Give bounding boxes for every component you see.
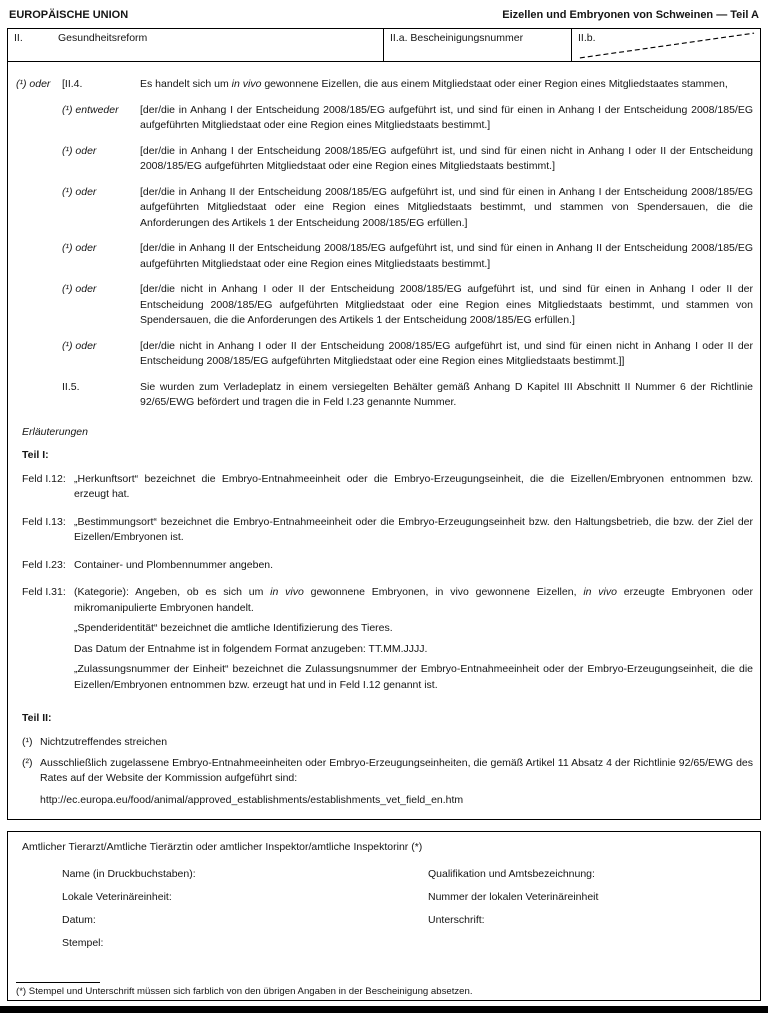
field-paragraph: (Kategorie): Angeben, ob es sich um in vivo gewonnene Embryonen, in vivo gewonnene Eizellen, in vivo erzeugte Embryonen oder mikromanipulierte Embryonen handelt. xyxy=(74,586,754,614)
local-ref-label: II.b. xyxy=(578,32,596,44)
item-marker xyxy=(16,103,62,134)
item-text: Sie wurden zum Verladeplatz in einem versiegelten Behälter gemäß Anhang D Kapitel III Abschnitt II Nummer 6 der Richtlinie 92/65/EWG befördert und tragen die in Feld I.23 genannte Nummer. xyxy=(140,380,753,408)
certification-item xyxy=(16,77,753,93)
certification-item xyxy=(16,144,753,175)
certification-box xyxy=(7,62,761,820)
page-header xyxy=(7,5,761,28)
item-text: Es handelt sich um in vivo gewonnene Eizellen, die aus einem Mitgliedstaat oder einer Region eines Mitgliedstaates stammen, xyxy=(140,78,728,90)
signature-rows xyxy=(16,868,753,949)
certification-item xyxy=(16,185,753,232)
field-paragraph: „Herkunftsort“ bezeichnet die Embryo-Entnahmeeinheit oder die Embryo-Erzeugungseinheit, die die Eizellen/Embryonen entnommen bzw. erzeugt hat. xyxy=(74,472,753,500)
item-text: [der/die in Anhang I der Entscheidung 2008/185/EG aufgeführt ist, und sind für einen in Anhang I der Entscheidung 2008/185/EG aufgeführten Mitgliedstaat oder eine Region eines Mitgliedstaats bestimmt.] xyxy=(140,103,753,131)
field-row xyxy=(22,585,753,698)
header-right-title: Eizellen und Embryonen von Schweinen — Teil A xyxy=(502,9,759,21)
field-label: Feld I.31: xyxy=(22,586,66,598)
item-text: [der/die in Anhang II der Entscheidung 2008/185/EG aufgeführt ist, und sind für einen in Anhang I der Entscheidung 2008/185/EG aufgeführten Mitgliedstaat oder eine Region eines Mitgliedstaats bestimmt, und stammen von Spendersauen, die die Anforderungen des Artikels 1 der Entscheidung 2008/185/EG erfüllen.] xyxy=(140,185,753,229)
cell-local-ref xyxy=(571,29,760,61)
footnote-text: (*) Stempel und Unterschrift müssen sich farblich von den übrigen Angaben in der Bescheinigung absetzen. xyxy=(16,986,473,997)
notes-heading: Erläuterungen xyxy=(22,425,88,438)
footnote-separator xyxy=(16,982,100,983)
field-text xyxy=(74,515,753,551)
info-table xyxy=(7,28,761,62)
certification-item xyxy=(16,103,753,134)
field-text xyxy=(74,585,753,698)
signature-label-left: Lokale Veterinäreinheit: xyxy=(62,891,172,903)
signature-row xyxy=(16,868,753,880)
field-text xyxy=(74,472,753,508)
item-marker xyxy=(16,241,62,272)
signature-label-left: Stempel: xyxy=(62,937,104,949)
field-row xyxy=(22,472,753,508)
footnote-row xyxy=(22,756,753,811)
url-text: http://ec.europa.eu/food/animal/approved_establishments/establishments_vet_field_en.htm xyxy=(40,793,464,806)
part2-footnotes xyxy=(16,735,753,810)
signature-label-left: Datum: xyxy=(62,914,96,926)
field-row xyxy=(22,558,753,579)
header-left-title: EUROPÄISCHE UNION xyxy=(9,9,129,21)
cell-cert-number xyxy=(383,29,571,61)
signature-box xyxy=(7,831,761,1001)
signature-label-right xyxy=(428,937,753,949)
section-number: II. xyxy=(14,32,23,44)
item-text: [der/die nicht in Anhang I oder II der Entscheidung 2008/185/EG aufgeführt ist, und sind für einen nicht in Anhang I oder II der Entscheidung 2008/185/EG aufgeführten Mitgliedstaat oder eine Region eines Mitgliedstaats bestimmt.]] xyxy=(140,339,753,367)
signature-row xyxy=(16,937,753,949)
part2-heading: Teil II: xyxy=(22,712,52,724)
item-marker xyxy=(16,282,62,329)
field-paragraph: „Spenderidentität“ bezeichnet die amtliche Identifizierung des Tieres. xyxy=(74,622,393,634)
footnote-line: Nichtzutreffendes streichen xyxy=(40,736,168,748)
item-number: (¹) entweder xyxy=(62,103,119,116)
field-paragraph: „Bestimmungsort“ bezeichnet die Embryo-Entnahmeeinheit oder die Embryo-Erzeugungseinheit bzw. den Haltungsbetrieb, die bzw. der Ziel der Eizellen/Embryonen ist. xyxy=(74,515,753,543)
footnote-line: Ausschließlich zugelassene Embryo-Entnahmeeinheiten oder Embryo-Erzeugungseinheiten, die gemäß Artikel 11 Absatz 4 der Richtlinie 92/65/EWG des Rates auf der Website der Kommission aufgeführt sind: xyxy=(40,756,753,784)
certification-item xyxy=(16,282,753,329)
item-number: (¹) oder xyxy=(62,283,97,295)
item-marker xyxy=(16,339,62,370)
certification-item xyxy=(16,380,753,411)
field-notes xyxy=(16,472,753,699)
footnote-text xyxy=(40,756,753,811)
item-marker xyxy=(16,144,62,175)
item-number: (¹) oder xyxy=(62,339,97,352)
footnote-marker: (²) xyxy=(22,756,33,769)
signature-row xyxy=(16,914,753,926)
signature-label-right: Qualifikation und Amtsbezeichnung: xyxy=(428,868,595,880)
scan-edge-bar xyxy=(0,1006,768,1013)
certification-item xyxy=(16,339,753,370)
item-text: [der/die in Anhang II der Entscheidung 2008/185/EG aufgeführt ist, und sind für einen in Anhang II der Entscheidung 2008/185/EG aufgeführten Mitgliedstaat oder eine Region eines Mitgliedstaats bestimmt.] xyxy=(140,242,753,270)
section-label: Gesundheitsreform xyxy=(58,32,148,44)
certification-items xyxy=(16,77,753,411)
field-label: Feld I.12: xyxy=(22,472,66,485)
diagonal-strike-line xyxy=(572,29,760,61)
signature-row xyxy=(16,891,753,903)
certification-item xyxy=(16,241,753,272)
item-number: II.5. xyxy=(62,380,80,393)
item-marker: (¹) oder xyxy=(16,78,51,90)
signature-label-left: Name (in Druckbuchstaben): xyxy=(62,868,196,880)
signature-label-right: Nummer der lokalen Veterinäreinheit xyxy=(428,891,599,903)
item-number: (¹) oder xyxy=(62,242,97,254)
item-text: [der/die in Anhang I der Entscheidung 2008/185/EG aufgeführt ist, und sind für einen nicht in Anhang I oder II der Entscheidung 2008/185/EG aufgeführten Mitgliedstaat oder eine Region eines Mitgliedstaats bestimmt.] xyxy=(140,144,753,172)
field-label: Feld I.23: xyxy=(22,558,66,571)
signature-label-right: Unterschrift: xyxy=(428,914,485,926)
footnote-marker: (¹) xyxy=(22,736,33,748)
field-paragraph: Container- und Plombennummer angeben. xyxy=(74,558,274,571)
item-marker xyxy=(16,185,62,232)
footnote-text xyxy=(40,735,753,753)
cert-number-label: II.a. Bescheinigungsnummer xyxy=(390,32,524,44)
field-row xyxy=(22,515,753,551)
field-label: Feld I.13: xyxy=(22,515,66,528)
field-text xyxy=(74,558,753,579)
field-paragraph: Das Datum der Entnahme ist in folgendem Format anzugeben: TT.MM.JJJJ. xyxy=(74,642,428,655)
signature-footnote xyxy=(16,982,752,997)
item-text: [der/die nicht in Anhang I oder II der Entscheidung 2008/185/EG aufgeführt ist, und sind für einen in Anhang I oder II der Entscheidung 2008/185/EG aufgeführten Mitgliedstaat oder eine Region eines Mitgliedstaats bestimmt, und stammen von Spendersauen, die die Anforderungen des Artikels 1 der Entscheidung 2008/185/EG erfüllen.] xyxy=(140,283,753,326)
part1-heading: Teil I: xyxy=(22,448,49,461)
field-paragraph: „Zulassungsnummer der Einheit“ bezeichnet die Zulassungsnummer der Embryo-Entnahmeeinheit oder der Embryo-Erzeugungseinheit, die die Eizellen/Embryonen entnommen bzw. erzeugt hat und in Feld I.12 genannt ist. xyxy=(74,663,753,691)
item-number: (¹) oder xyxy=(62,185,97,198)
footnote-row xyxy=(22,735,753,753)
signature-title: Amtlicher Tierarzt/Amtliche Tierärztin oder amtlicher Inspektor/amtliche Inspektorinr (*) xyxy=(22,841,423,853)
item-number: (¹) oder xyxy=(62,144,97,157)
item-number: [II.4. xyxy=(62,78,83,90)
item-marker xyxy=(16,380,62,411)
cell-section xyxy=(8,29,383,61)
